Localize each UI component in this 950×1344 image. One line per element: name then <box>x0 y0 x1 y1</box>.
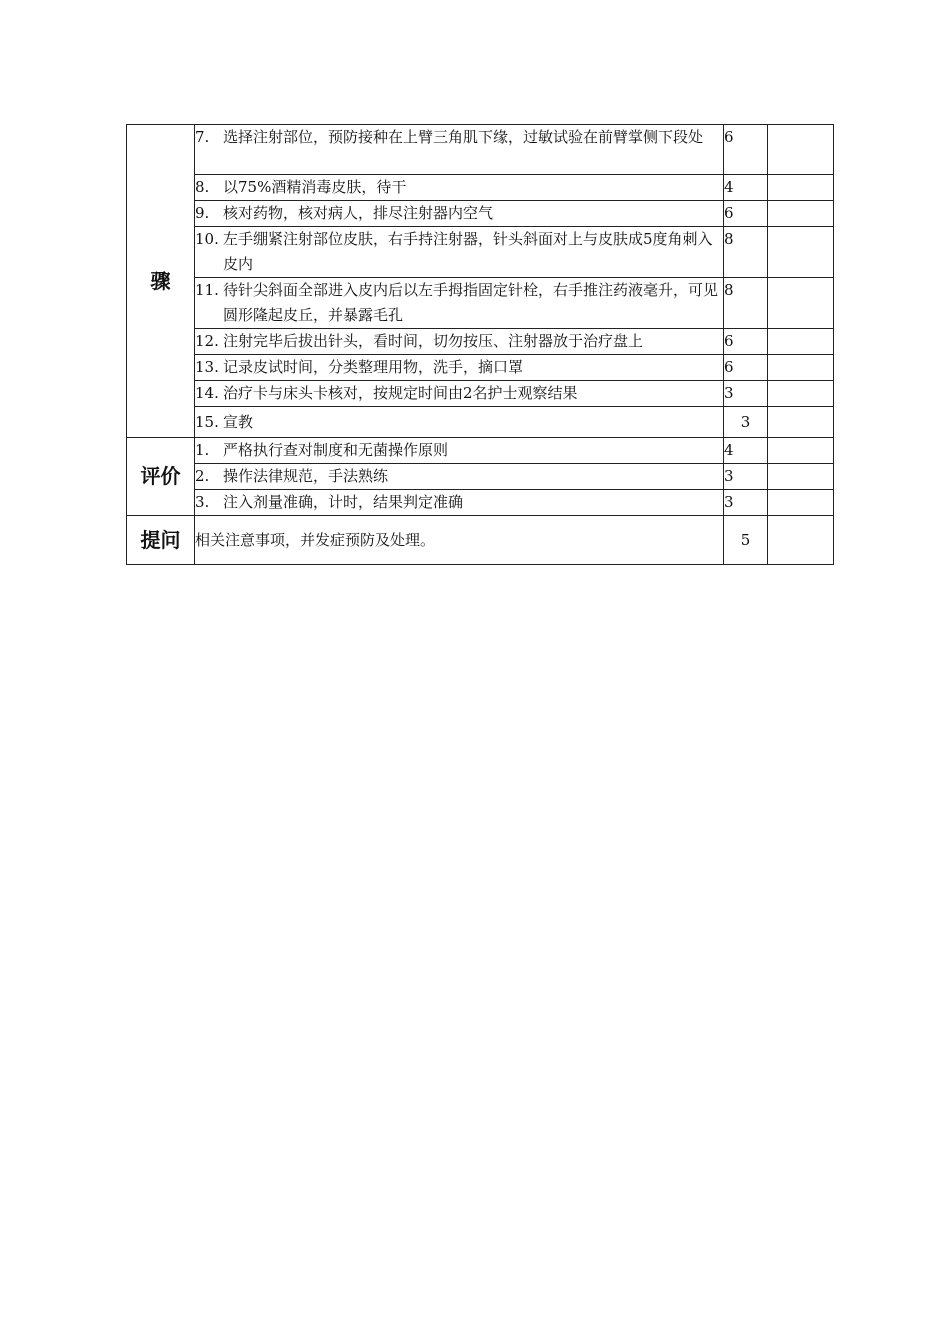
item-number: 10. <box>195 230 219 248</box>
item-score: 8 <box>724 278 768 329</box>
item-score: 6 <box>724 355 768 381</box>
item-score: 4 <box>724 438 768 464</box>
section-label-evaluation: 评价 <box>127 438 195 516</box>
deduction-cell <box>768 438 834 464</box>
step-item <box>195 407 724 438</box>
eval-item <box>195 490 724 516</box>
item-text: 严格执行查对制度和无菌操作原则 <box>223 441 449 459</box>
item-number: 3. <box>195 493 210 511</box>
step-item <box>195 278 724 329</box>
item-text: 左手绷紧注射部位皮肤，右手持注射器，针头斜面对上与皮肤成5度角刺入皮内 <box>223 230 713 273</box>
item-text: 治疗卡与床头卡核对，按规定时间由2名护士观察结果 <box>223 384 578 402</box>
deduction-cell <box>768 381 834 407</box>
item-number: 12. <box>195 332 219 350</box>
item-score: 3 <box>724 490 768 516</box>
deduction-cell <box>768 329 834 355</box>
table-row <box>127 278 834 329</box>
table-row <box>127 175 834 201</box>
deduction-cell <box>768 125 834 175</box>
deduction-cell <box>768 464 834 490</box>
table-row <box>127 490 834 516</box>
item-score: 3 <box>724 464 768 490</box>
step-item <box>195 355 724 381</box>
item-score: 3 <box>724 407 768 438</box>
item-text: 待针尖斜面全部进入皮内后以左手拇指固定针栓，右手推注药液毫升，可见圆形隆起皮丘，并暴露毛孔 <box>223 281 719 324</box>
step-item <box>195 125 724 175</box>
section-label-question: 提问 <box>127 516 195 565</box>
deduction-cell <box>768 516 834 565</box>
table-row <box>127 464 834 490</box>
section-label-steps: 骤 <box>127 125 195 438</box>
item-number: 2. <box>195 467 210 485</box>
item-number: 14. <box>195 384 219 402</box>
deduction-cell <box>768 490 834 516</box>
item-text: 操作法律规范，手法熟练 <box>223 467 389 485</box>
deduction-cell <box>768 278 834 329</box>
item-score: 4 <box>724 175 768 201</box>
step-item <box>195 175 724 201</box>
item-number: 7. <box>195 128 210 146</box>
table-row <box>127 125 834 175</box>
table-row <box>127 329 834 355</box>
step-item <box>195 329 724 355</box>
item-text: 注射完毕后拔出针头，看时间，切勿按压、注射器放于治疗盘上 <box>223 332 644 350</box>
item-score: 6 <box>724 329 768 355</box>
table-row <box>127 516 834 565</box>
deduction-cell <box>768 175 834 201</box>
item-text: 注入剂量准确，计时，结果判定准确 <box>223 493 464 511</box>
item-number: 1. <box>195 441 210 459</box>
item-score: 6 <box>724 201 768 227</box>
eval-item <box>195 438 724 464</box>
step-item <box>195 227 724 278</box>
deduction-cell <box>768 227 834 278</box>
question-score: 5 <box>724 516 768 565</box>
item-text: 记录皮试时间，分类整理用物，洗手，摘口罩 <box>223 358 524 376</box>
item-number: 13. <box>195 358 219 376</box>
step-item <box>195 201 724 227</box>
table-row <box>127 381 834 407</box>
deduction-cell <box>768 355 834 381</box>
item-text: 以75%酒精消毒皮肤，待干 <box>223 178 407 196</box>
item-number: 8. <box>195 178 210 196</box>
table-row <box>127 355 834 381</box>
eval-item <box>195 464 724 490</box>
table-row <box>127 201 834 227</box>
table-row <box>127 438 834 464</box>
grading-table <box>126 124 834 565</box>
table-row <box>127 227 834 278</box>
item-text: 宣教 <box>223 412 254 431</box>
item-text: 核对药物，核对病人，排尽注射器内空气 <box>223 204 494 222</box>
item-score: 3 <box>724 381 768 407</box>
deduction-cell <box>768 201 834 227</box>
item-number: 15. <box>195 412 219 431</box>
deduction-cell <box>768 407 834 438</box>
question-text: 相关注意事项，并发症预防及处理。 <box>195 516 724 565</box>
item-score: 6 <box>724 125 768 175</box>
item-score: 8 <box>724 227 768 278</box>
item-number: 9. <box>195 204 210 222</box>
item-number: 11. <box>195 281 219 299</box>
step-item <box>195 381 724 407</box>
item-text: 选择注射部位，预防接种在上臂三角肌下缘，过敏试验在前臂掌侧下段处 <box>223 128 704 146</box>
table-row <box>127 407 834 438</box>
